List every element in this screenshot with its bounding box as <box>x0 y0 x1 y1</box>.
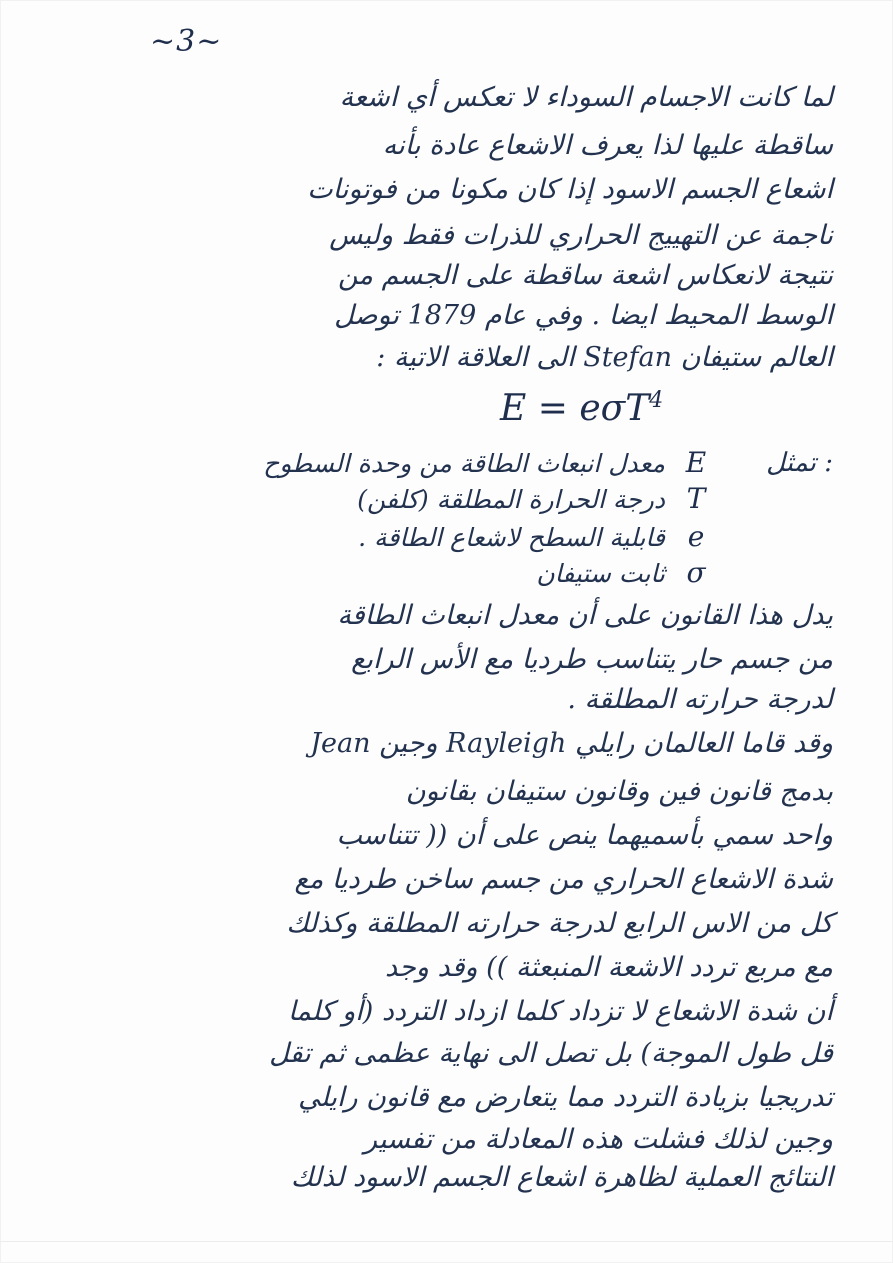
formula-exponent: 4 <box>649 388 664 413</box>
text-line: أن شدة الاشعاع لا تزداد كلما ازداد التردد (أو كلما <box>288 996 833 1027</box>
page-number: ~3~ <box>150 24 223 59</box>
text-line: من جسم حار يتناسب طرديا مع الأس الرابع <box>351 644 833 675</box>
text-line: النتائج العملية لظاهرة اشعاع الجسم الاسود لذلك <box>290 1162 833 1193</box>
text-line: وقد قاما العالمان رايلي Rayleigh وجين Jean <box>310 728 833 759</box>
text-line: ساقطة عليها لذا يعرف الاشعاع عادة بأنه <box>382 130 833 161</box>
definition-item <box>140 482 713 517</box>
text-line: لما كانت الاجسام السوداء لا تعكس أي اشعة <box>339 82 833 113</box>
text-line: واحد سمي بأسميهما ينص على أن (( تتناسب <box>336 820 833 851</box>
text-line: شدة الاشعاع الحراري من جسم ساخن طرديا مع <box>294 864 833 895</box>
text-line: نتيجة لانعكاس اشعة ساقطة على الجسم من <box>337 260 833 291</box>
definitions-header: تمثل : <box>766 448 833 478</box>
definition-symbol: σ <box>686 556 706 589</box>
text-line: قل طول الموجة) بل تصل الى نهاية عظمى ثم تقل <box>269 1038 833 1069</box>
text-line: كل من الاس الرابع لدرجة حرارته المطلقة وكذلك <box>286 908 833 939</box>
text-line: العالم ستيفان Stefan الى العلاقة الاتية : <box>376 342 833 373</box>
text-line: الوسط المحيط ايضا . وفي عام 1879 توصل <box>334 300 833 331</box>
definition-item <box>140 556 713 591</box>
text-line: ناجمة عن التهييج الحراري للذرات فقط وليس <box>329 220 833 251</box>
definition-text: معدل انبعاث الطاقة من وحدة السطوح <box>263 449 665 478</box>
text-line: لدرجة حرارته المطلقة . <box>567 684 833 715</box>
definition-item <box>140 446 713 481</box>
definition-symbol: E <box>685 446 707 479</box>
text-line: بدمج قانون فين وقانون ستيفان بقانون <box>405 776 833 807</box>
text-line: اشعاع الجسم الاسود إذا كان مكونا من فوتونات <box>307 174 833 205</box>
formula-base: E = eσT <box>500 388 650 429</box>
definition-text: ثابت ستيفان <box>536 559 665 588</box>
page-edge <box>0 1241 893 1242</box>
text-line: يدل هذا القانون على أن معدل انبعاث الطاقة <box>337 600 833 631</box>
text-line: مع مربع تردد الاشعة المنبعثة )) وقد وجد <box>384 952 833 983</box>
text-line: وجين لذلك فشلت هذه المعادلة من تفسير <box>364 1124 833 1155</box>
stefan-formula <box>500 388 663 429</box>
definition-symbol: e <box>687 520 705 553</box>
definition-item <box>140 520 713 555</box>
definition-text: درجة الحرارة المطلقة (كلفن) <box>357 485 665 514</box>
definition-symbol: T <box>686 482 706 515</box>
definition-text: قابلية السطح لاشعاع الطاقة . <box>358 523 665 552</box>
text-line: تدريجيا بزيادة التردد مما يتعارض مع قانون رايلي <box>298 1082 833 1113</box>
